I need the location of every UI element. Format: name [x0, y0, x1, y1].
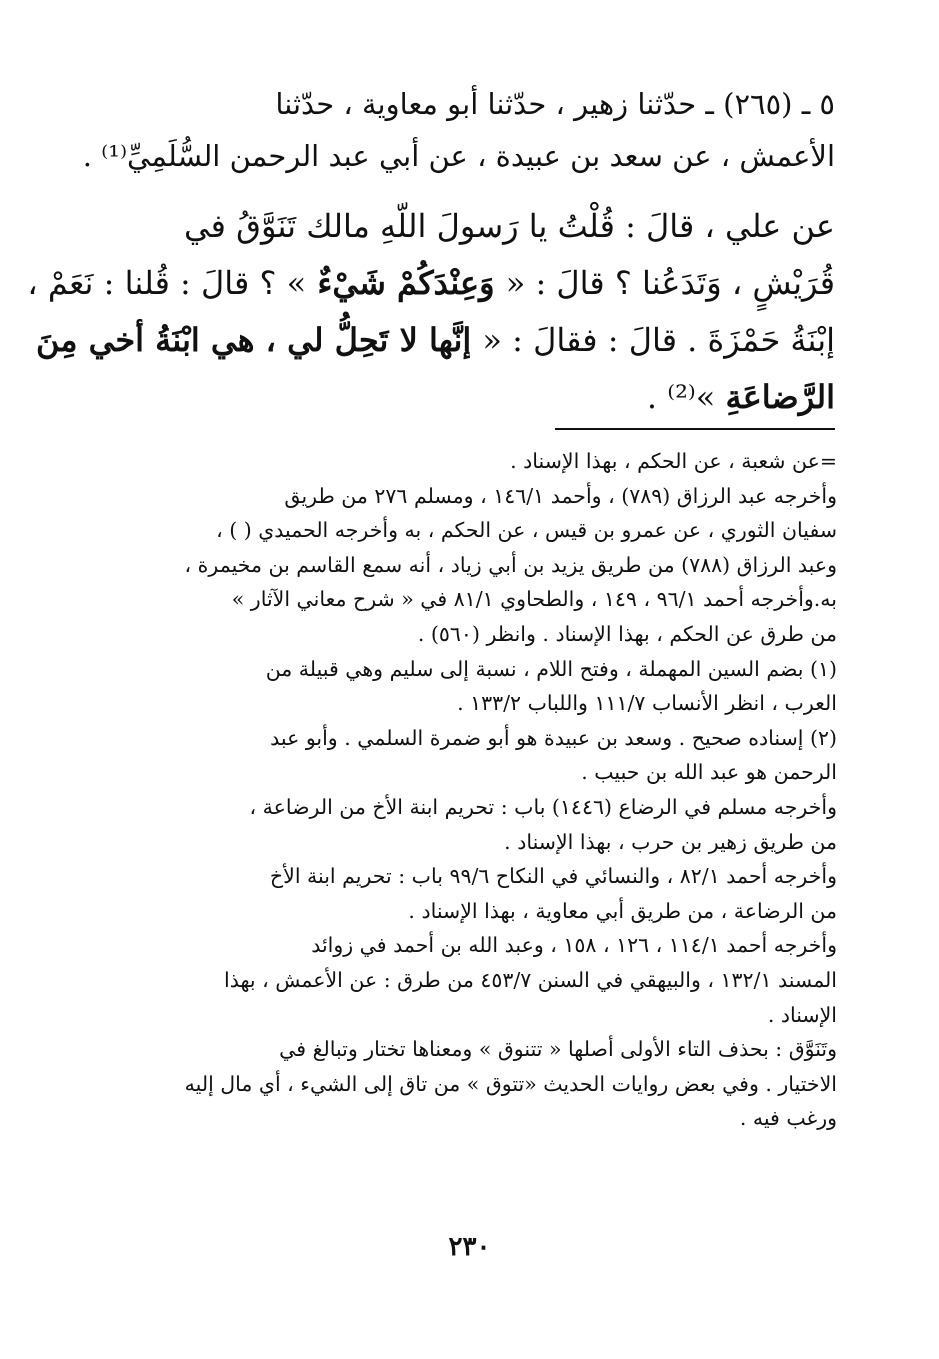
footnote-line: وعبد الرزاق (٧٨٨) من طريق يزيد بن أبي زياد ، أنه سمع القاسم بن مخيمرة ،: [184, 552, 837, 577]
footnote-line: من طريق زهير بن حرب ، بهذا الإسناد .: [504, 829, 837, 854]
hadith-line-3-part-a: إبْنَةُ حَمْزَةَ . قالَ : فقالَ : «: [482, 321, 835, 359]
footnote-line: الاختيار . وفي بعض روايات الحديث «تتوق » من تاق إلى الشيء ، أي مال إليه: [184, 1071, 837, 1096]
hadith-line-4-quote: الرَّضاعَةِ: [725, 378, 835, 416]
footnote-divider: [555, 428, 835, 430]
footnote-line: وأخرجه أحمد ١١٤/١ ، ١٢٦ ، ١٥٨ ، وعبد الله بن أحمد في زوائد: [311, 933, 837, 958]
footnote-line: وأخرجه مسلم في الرضاع (١٤٤٦) باب : تحريم ابنة الأخ من الرضاعة ،: [249, 794, 837, 819]
hadith-line-2: [27, 255, 835, 312]
footnote-line: من الرضاعة ، من طريق أبي معاوية ، بهذا الإسناد .: [408, 898, 837, 923]
footnote-line: وأخرجه عبد الرزاق (٧٨٩) ، وأحمد ١٤٦/١ ، ومسلم ٢٧٦ من طريق: [284, 483, 837, 508]
hadith-line-3-quote: إنَّها لا تَحِلُّ لي ، هي ابْنَةُ أخي مِنَ: [36, 321, 483, 359]
footnote-line: سفيان الثوري ، عن عمرو بن قيس ، عن الحكم ، به وأخرجه الحميدي ( ) ،: [216, 518, 837, 543]
hadith-line-4-end: »⁽²⁾ .: [646, 378, 726, 416]
footnote-line: الإسناد .: [767, 1002, 837, 1027]
footnote-line: (٢) إسناده صحيح . وسعد بن عبيدة هو أبو ضمرة السلمي . وأبو عبد: [270, 725, 837, 750]
hadith-line-1: عن علي ، قالَ : قُلْتُ يا رَسولَ اللّهِ مالك تَنَوَّقُ في: [183, 207, 835, 245]
hadith-text: [27, 198, 835, 426]
footnote-line: وأخرجه أحمد ٨٢/١ ، والنسائي في النكاح ٩٩/٦ باب : تحريم ابنة الأخ: [269, 864, 837, 889]
footnote-line: الرحمن هو عبد الله بن حبيب .: [581, 760, 837, 785]
footnote-line: المسند ١٣٢/١ ، والبيهقي في السنن ٤٥٣/٧ من طرق : عن الأعمش ، بهذا: [224, 967, 837, 992]
hadith-line-2-part-c: » ؟ قالَ : قُلنا : نَعَمْ ،: [27, 264, 307, 302]
chain-line-2: الأعمش ، عن سعد بن عبيدة ، عن أبي عبد الرحمن السُّلَمِيِّ⁽¹⁾ .: [82, 139, 835, 173]
hadith-chain: [82, 78, 835, 182]
footnote-line: العرب ، انظر الأنساب ١١١/٧ واللباب ١٣٣/٢ .: [457, 691, 837, 716]
footnote-line: (١) بضم السين المهملة ، وفتح اللام ، نسبة إلى سليم وهي قبيلة من: [265, 656, 837, 681]
hadith-line-2-part-a: قُرَيْشٍ ، وَتَدَعُنا ؟ قالَ : «: [505, 264, 835, 302]
footnotes: [102, 444, 837, 1136]
footnote-line: وتَنَوَّق : بحذف التاء الأولى أصلها « تتنوق » ومعناها تختار وتبالغ في: [279, 1037, 837, 1062]
chain-line-1: ٥ ـ (٢٦٥) ـ حدّثنا زهير ، حدّثنا أبو معاوية ، حدّثنا: [275, 87, 835, 121]
footnote-line: من طرق عن الحكم ، بهذا الإسناد . وانظر (٥٦٠) .: [417, 621, 837, 646]
hadith-line-4: [104, 369, 835, 426]
hadith-line-2-quote: وَعِنْدَكُمْ شَيْءٌ: [306, 264, 506, 302]
hadith-line-3: [36, 312, 835, 369]
footnote-line: =عن شعبة ، عن الحكم ، بهذا الإسناد .: [510, 449, 837, 473]
page-number: ٢٣٠: [448, 1232, 491, 1262]
footnote-line: ورغب فيه .: [739, 1106, 837, 1131]
footnote-line: به.وأخرجه أحمد ٩٦/١ ، ١٤٩ ، والطحاوي ٨١/١ في « شرح معاني الآثار »: [231, 587, 837, 612]
